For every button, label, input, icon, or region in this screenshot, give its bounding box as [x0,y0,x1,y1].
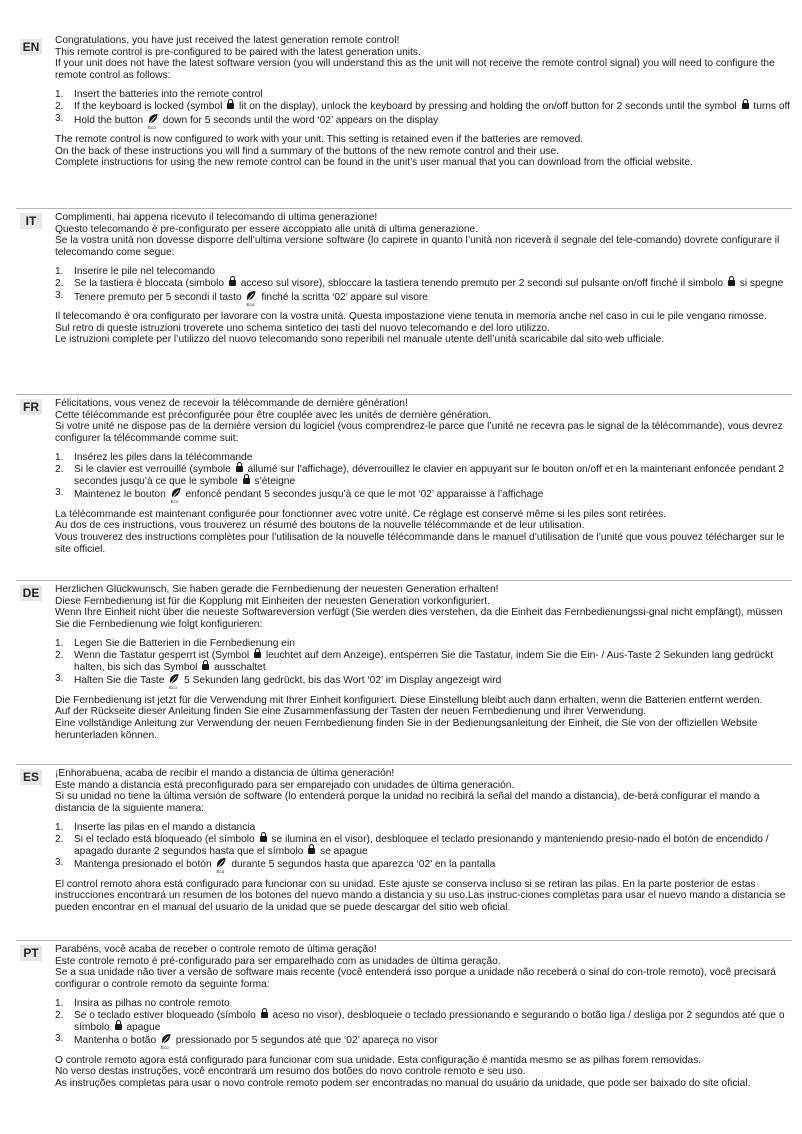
outro-line: Il telecomando è ora configurato per lavorare con la vostra unità. Questa impostazione viene tenuta in memoria anche nel caso in cui le pile vengano rimosse. [55,311,767,323]
steps-list [55,89,792,130]
step-text: Insira as pilhas no controle remoto [74,998,230,1010]
intro-line: Se a sua unidade não tiver a versão de software mais recente (você entenderá isso porque a unidade não receberá o sinal do con-trole remoto), você precisará configurar o controle remoto da seguinte forma: [55,967,776,990]
step-text: s’éteigne [254,475,296,487]
step-number: 2. [55,277,64,289]
outro-line: El control remoto ahora está configurado para funcionar con su unidad. Este ajuste se conserva incluso si se retiran las pilas. En la parte posterior de estas instrucciones encontrará un resumen de los botones del nuevo mando a distancia y su uso.Las instruc-ciones completas para usar el nuevo mando a distancia se pueden encontrar en el manual del usuario de la unidad que se puede descargar del sitio web oficial. [55,878,786,913]
step-item [55,89,792,101]
intro-line: Wenn Ihre Einheit nicht über die neueste Softwareversion verfügt (Sie werden dies verstehen, da die Einheit das Fernbedienungssi-gnal nicht empfängt), müssen Sie die Fernbedienung wie folgt konfigurieren: [55,607,783,630]
step-number: 1. [55,998,64,1010]
lock-icon [728,280,735,286]
eco-leaf-icon [168,673,180,691]
eco-leaf-icon [160,1033,172,1051]
step-text: down for 5 seconds until the word ‘02’ appears on the display [162,114,439,126]
eco-label: Eco [170,499,179,505]
section-body [55,768,792,914]
step-text: Mantenga presionado el botón [74,859,212,871]
intro-line: Este controle remoto é pré-configurado para ser emparelhado com as unidades de última geração. [55,955,501,967]
section-it [16,208,792,346]
step-number: 3. [55,673,64,685]
step-text: ausschaltet [214,661,266,673]
step-text: Legen Sie die Batterien in die Fernbedienung ein [74,638,295,650]
step-text: Se o teclado estiver bloqueado (símbolo [74,1009,256,1021]
outro-line: Complete instructions for using the new remote control can be found in the unit’s user manual that you can download from the official website. [55,157,693,169]
step-item [55,289,792,307]
outro-line: The remote control is now configured to work with your unit. This setting is retained even if the batteries are removed. [55,134,584,146]
outro-line: O controle remoto agora está configurado para funcionar com sua unidade. Esta configuração é mantida mesmo se as pilhas forem removidas. [55,1054,702,1066]
step-text: Maintenez le bouton [74,489,166,501]
step-item [55,452,792,464]
language-code: PT [20,945,42,961]
eco-leaf-icon [215,857,227,875]
step-text: se apague [320,845,368,857]
step-number: 3. [55,112,64,124]
lock-icon [243,478,250,484]
language-code: IT [20,213,42,229]
intro-line: Complimenti, hai appena ricevuto il telecomando di ultima generazione! [55,212,378,223]
step-item [55,822,792,834]
step-text: 5 Sekunden lang gedrückt, bis das Wort ‘02’ im Display angezeigt wird [184,675,502,687]
step-text: durante 5 segundos hasta que aparezca ‘02’ en la pantalla [231,859,496,871]
step-item [55,650,792,673]
intro-line: Cette télécommande est préconfigurée pour être couplée avec les unités de dernière génération. [55,409,492,421]
step-text: pressionado por 5 segundos até que ‘02’ apareça no visor [175,1035,438,1047]
lock-icon [115,1024,122,1030]
step-item [55,101,792,113]
outro-line: No verso destas instruções, você encontrará um resumo dos botões do novo controle remoto e seu uso. [55,1066,526,1078]
eco-label: Eco [147,124,156,130]
intro-line: Se la vostra unità non dovesse disporre dell’ultima versione software (lo capirete in quanto l’unità non riceverà il segnale del tele-comando) dovrete configurare il telecomando come segue: [55,235,780,258]
step-number: 1. [55,638,64,650]
section-fr [16,394,792,555]
eco-leaf-icon [147,113,159,130]
step-item [55,857,792,875]
intro-line: Questo telecomando è pre-configurato per essere accoppiato alle unità di ultima generazione. [55,223,479,235]
language-code: DE [20,585,42,601]
step-item [55,112,792,130]
step-number: 1. [55,266,64,278]
section-pt [16,940,792,1089]
lock-icon [254,652,261,658]
lock-icon [260,836,267,842]
step-number: 2. [55,833,64,845]
outro-line: Sul retro di queste istruzioni troverete uno schema sintetico dei tasti del nuovo telecomando e del loro utilizzo. [55,322,550,334]
language-code: FR [20,399,42,415]
steps-list [55,822,792,875]
step-item [55,834,792,857]
eco-leaf-icon [170,487,182,505]
intro-line: Herzlichen Glückwunsch, Sie haben gerade die Fernbedienung der neuesten Generation erhalten! [55,584,499,595]
step-text: Tenere premuto per 5 secondi il tasto [74,291,242,303]
lock-icon [308,848,315,854]
step-text: Se la tastiera è bloccata (simbolo [74,277,225,289]
step-text: Inserte las pilas en el mando a distancia [74,822,256,834]
intro-line: Este mando a distancia está preconfigurado para ser emparejado con unidades de última generación. [55,779,515,791]
step-number: 1. [55,89,64,101]
step-text: si spegne [739,277,784,289]
steps-list [55,638,792,691]
step-item [55,487,792,505]
outro-line: On the back of these instructions you will find a summary of the buttons of the new remote control and their use. [55,145,559,157]
step-text: allumé sur l’affichage), déverrouillez le clavier en appuyant sur le bouton on/off et en la maintenant enfoncée pendant 2 secondes jusqu’à ce que le symbole [74,463,785,487]
lock-icon [236,466,243,472]
intro-line: Félicitations, vous venez de recevoir la télécommande de dernière génération! [55,398,408,409]
step-item [55,638,792,650]
section-body [55,944,792,1090]
step-number: 2. [55,1009,64,1021]
section-body [55,35,792,169]
step-number: 3. [55,289,64,301]
step-text: se ilumina en el visor), desbloquee el teclado presionando y manteniendo presio-nado el botón de encendido / apagado durante 2 segundos hasta que el símbolo [74,833,769,857]
section-es [16,764,792,913]
lock-icon [229,280,236,286]
step-item [55,464,792,487]
eco-label: Eco [169,685,178,691]
intro-line: Si su unidad no tiene la última versión de software (lo entenderá porque la unidad no recibirá la señal del mando a distancia), de-berá configurar el mando a distancia de la siguiente manera: [55,791,760,814]
eco-label: Eco [216,869,225,875]
step-item [55,998,792,1010]
steps-list [55,266,792,307]
step-text: turns off [753,100,790,112]
section-body [55,584,792,741]
step-text: Insert the batteries into the remote control [74,89,263,101]
steps-list [55,452,792,505]
step-text: acceso sul visore), sbloccare la tastiera tenendo premuto per 2 secondi sul pulsante on/off finché il simbolo [240,277,724,289]
step-number: 3. [55,487,64,499]
intro-line: Parabéns, você acaba de receber o controle remoto de última geração! [55,944,377,955]
intro-line: Si votre unité ne dispose pas de la dernière version du logiciel (vous comprendrez-le parce que l’unité ne recevra pas le signal de la télécommande), vous devrez configurer la télécommande comme suit: [55,421,783,444]
lock-icon [202,664,209,670]
intro-line: ¡Enhorabuena, acaba de recibir el mando a distancia de última generación! [55,768,395,779]
outro-line: Auf der Rückseite dieser Anleitung finden Sie eine Zusammenfassung der Tasten der neuen Fernbedienung und ihrer Verwendung. [55,706,647,718]
section-body [55,212,792,346]
lock-icon [261,1012,268,1018]
step-text: Inserire le pile nel telecomando [74,266,216,278]
step-item [55,266,792,278]
step-number: 2. [55,100,64,112]
intro-line: This remote control is pre-configured to be paired with the latest generation units. [55,46,421,58]
step-number: 3. [55,1033,64,1045]
step-item [55,673,792,691]
step-text: Hold the button [74,114,144,126]
step-number: 1. [55,452,64,464]
step-item [55,1033,792,1051]
outro-line: Vous trouverez des instructions complètes pour l’utilisation de la nouvelle télécommande dans le manuel d’utilisation de l’unité que vous pouvez télécharger sur le site officiel. [55,531,785,555]
step-text: Mantenha o botão [74,1035,157,1047]
lock-icon [227,103,234,109]
intro-line: If your unit does not have the latest software version (you will understand this as the unit will not receive the remote control signal) you will need to configure the remote control as follows: [55,58,775,81]
step-text: Si el teclado está bloqueado (el símbolo [74,833,255,845]
intro-line: Diese Fernbedienung ist für die Kopplung mit Einheiten der neuesten Generation vorkonfiguriert. [55,595,490,607]
outro-line: Eine vollständige Anleitung zur Verwendung der neuen Fernbedienung finden Sie in der Bedienungsanleitung der Einheit, die Sie von der offiziellen Website herunterladen können. [55,717,758,741]
section-body [55,398,792,555]
step-number: 2. [55,649,64,661]
step-number: 1. [55,822,64,834]
step-text: Insérez les piles dans la télécommande [74,452,253,464]
language-code: ES [20,769,42,785]
outro-line: Die Fernbedienung ist jetzt für die Verwendung mit Ihrer Einheit konfiguriert. Diese Einstellung bleibt auch dann erhalten, wenn die Batterien entfernt werden. [55,694,763,706]
section-de [16,580,792,741]
step-item [55,278,792,290]
eco-label: Eco [246,301,255,307]
step-text: enfoncé pendant 5 secondes jusqu’à ce que le mot ‘02’ apparaisse à l’affichage [185,489,544,501]
outro-line: As instruções completas para usar o novo controle remoto podem ser encontradas no manual do usuário da unidade, que pode ser baixado do site oficial. [55,1077,751,1089]
lock-icon [742,103,749,109]
step-text: If the keyboard is locked (symbol [74,100,223,112]
step-text: Halten Sie die Taste [74,675,165,687]
step-text: lit on the display), unlock the keyboard by pressing and holding the on/off button for 2 seconds until the symbol [239,100,737,112]
step-number: 3. [55,857,64,869]
eco-leaf-icon [245,290,257,307]
step-text: apague [126,1021,161,1033]
step-text: leuchtet auf dem Anzeige), entsperren Sie die Tastatur, indem Sie die Ein- / Aus-Taste 2 Sekunden lang gedrückt halten, bis sich das Symbol [74,649,774,673]
outro-line: Au dos de ces instructions, vous trouverez un résumé des boutons de la nouvelle télécommande et de leur utilisation. [55,520,585,532]
intro-line: Congratulations, you have just received the latest generation remote control! [55,35,400,46]
step-number: 2. [55,463,64,475]
step-item [55,1010,792,1033]
step-text: aceso no visor), desbloqueie o teclado pressionando e segurando o botão liga / desliga por 2 segundos até que o símbolo [74,1009,785,1033]
step-text: Si le clavier est verrouillé (symbole [74,463,231,475]
eco-label: Eco [160,1045,169,1051]
step-text: Wenn die Tastatur gesperrt ist (Symbol [74,649,250,661]
step-text: finché la scritta ‘02’ appare sul visore [261,291,428,303]
steps-list [55,998,792,1051]
outro-line: Le istruzioni complete per l’utilizzo del nuovo telecomando sono reperibili nel manuale utente dell’unità scaricabile dal sito web ufficiale. [55,334,665,346]
language-code: EN [20,39,42,55]
outro-line: La télécommande est maintenant configurée pour fonctionner avec votre unité. Ce réglage est conservé même si les piles sont retirées. [55,508,667,520]
